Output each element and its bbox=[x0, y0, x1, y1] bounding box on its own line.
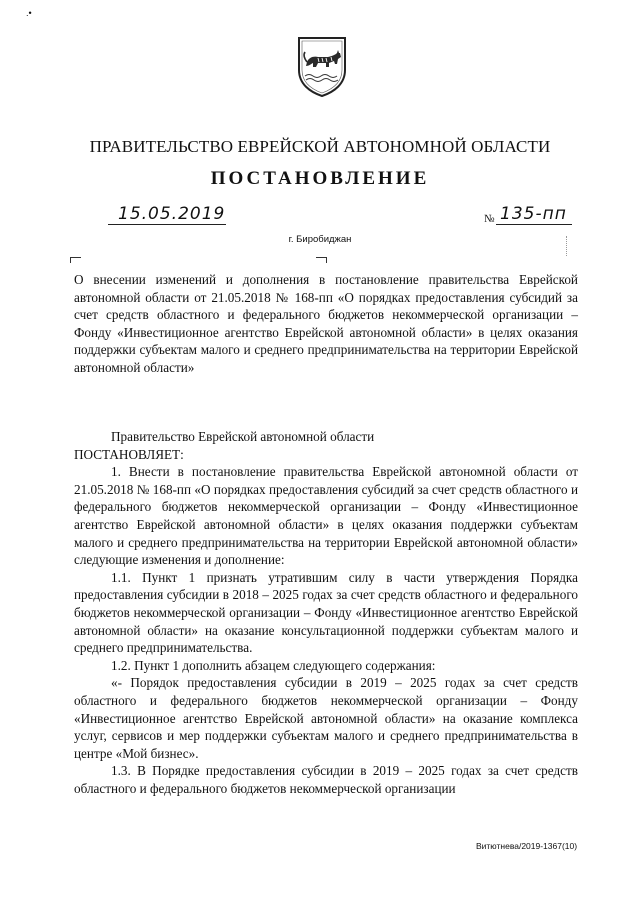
preamble-line-2: ПОСТАНОВЛЯЕТ: bbox=[74, 446, 184, 462]
paragraph-1-2: 1.2. Пункт 1 дополнить абзацем следующего содержания: bbox=[111, 657, 436, 673]
decree-number: 135-пп bbox=[500, 204, 567, 224]
paragraph-1-3: 1.3. В Порядке предоставления субсидии в 2019 – 2025 годах за счет средств областного и федерального бюджетов некоммерческой организации bbox=[74, 763, 578, 796]
number-label: № bbox=[484, 213, 495, 225]
preamble-line-1: Правительство Еврейской автономной области bbox=[111, 429, 375, 444]
paragraph-1-1: 1.1. Пункт 1 признать утратившим силу в части утверждения Порядка предоставления субсидии в 2018 – 2025 годах за счет средств областного и федерального бюджетов некоммерческой организации – Фонду «Инвестиционное агентство Еврейской автономной области» на оказание консультационной поддержки субъектам малого и среднего предпринимательства. bbox=[74, 569, 578, 656]
title-corner-right bbox=[316, 257, 327, 263]
paragraph-1-2-quote: «- Порядок предоставления субсидии в 2019 – 2025 годах за счет средств областного и федерального бюджетов некоммерческой организации – Фонду «Инвестиционное агентство Еврейской автономной области» на оказание комплекса услуг, сервисов и мер поддержки субъектам малого и среднего предпринимательства в центре «Мой бизнес». bbox=[74, 675, 578, 761]
margin-tick bbox=[566, 236, 568, 256]
footer-code: Витютнева/2019-1367(10) bbox=[476, 841, 578, 851]
government-name: ПРАВИТЕЛЬСТВО ЕВРЕЙСКОЙ АВТОНОМНОЙ ОБЛАСТИ bbox=[89, 137, 551, 156]
paragraph-1: 1. Внести в постановление правительства Еврейской автономной области от 21.05.2018 № 168-пп «О порядках предоставления субсидий за счет средств областного и федерального бюджетов некоммерческой организации – Фонду «Инвестиционное агентство Еврейской автономной области» в целях оказания поддержки субъектам малого и среднего предпринимательства на территории Еврейской автономной области» следующие изменения и дополнение: bbox=[74, 464, 578, 568]
number-underline bbox=[496, 224, 572, 225]
document-type: ПОСТАНОВЛЕНИЕ bbox=[210, 168, 430, 189]
coat-of-arms-icon bbox=[296, 36, 348, 98]
margin-mark: .• bbox=[26, 8, 32, 18]
title-corner-left bbox=[70, 257, 81, 263]
preamble bbox=[74, 428, 578, 797]
document-title: О внесении изменений и дополнения в постановление правительства Еврейской автономной области от 21.05.2018 № 168-пп «О порядках предоставления субсидий за счет средств областного и федерального бюджетов некоммерческой организации – Фонду «Инвестиционное агентство Еврейской автономной области» в целях оказания поддержки субъектам малого и среднего предпринимательства на территории Еврейской автономной области» bbox=[74, 272, 578, 375]
decree-date: 15.05.2019 bbox=[118, 204, 226, 224]
city-name: г. Биробиджан bbox=[288, 234, 352, 245]
date-underline bbox=[108, 224, 226, 225]
